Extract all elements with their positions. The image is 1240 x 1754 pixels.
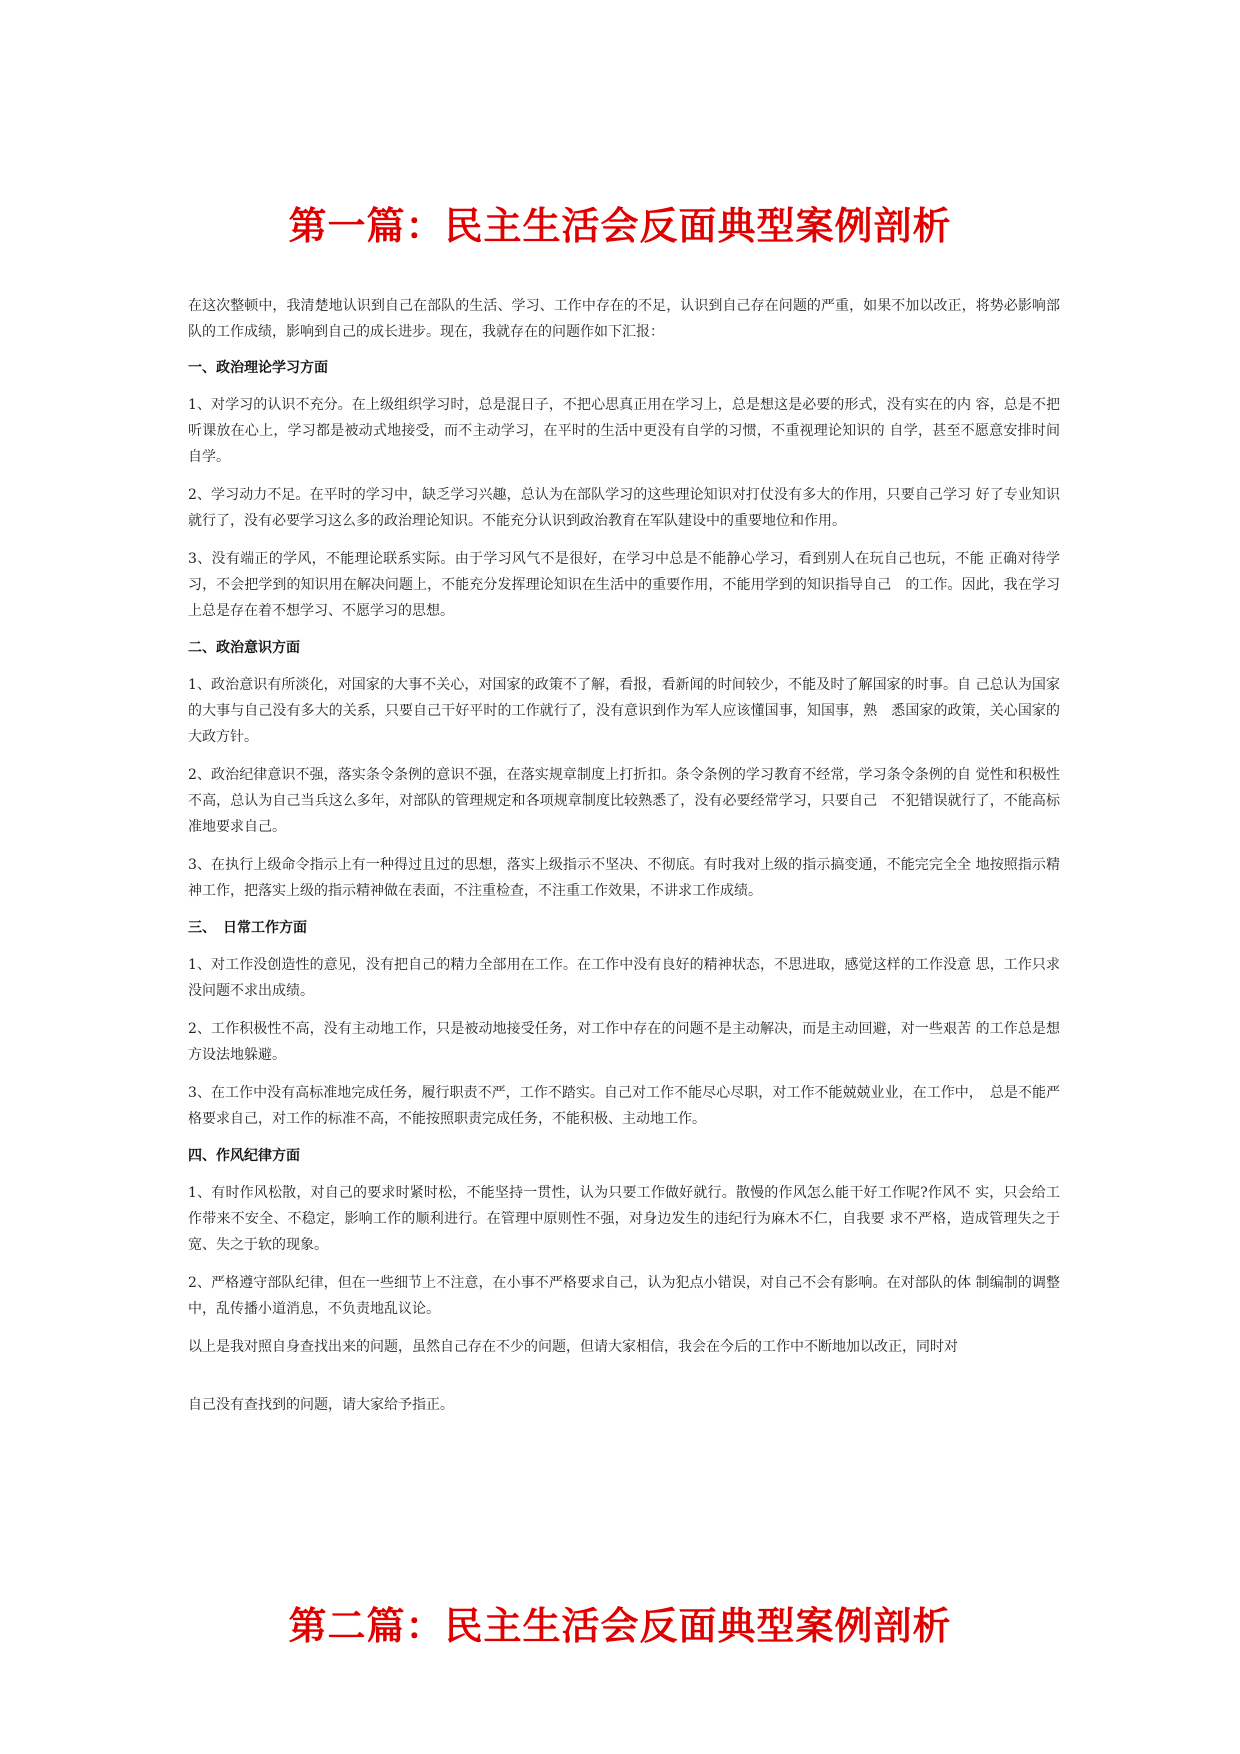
- list-item: 1、对工作没创造性的意见，没有把自己的精力全部用在工作。在工作中没有良好的精神状态，不思进取，感觉这样的工作没意 思，工作只求没问题不求出成绩。: [188, 957, 1060, 999]
- section-daily-work: [188, 916, 1060, 1132]
- list-item: 3、在执行上级命令指示上有一种得过且过的思想，落实上级指示不坚决、不彻底。有时我对上级的指示搞变通，不能完完全全 地按照指示精神工作，把落实上级的指示精神做在表面，不注重检查，不注重工作效果，不讲求工作成绩。: [188, 857, 1060, 899]
- section-heading: 一、政治理论学习方面: [188, 360, 328, 376]
- document-body: [188, 293, 1060, 1418]
- list-item: 2、严格遵守部队纪律，但在一些细节上不注意，在小事不严格要求自己，认为犯点小错误，对自己不会有影响。在对部队的体 制编制的调整中，乱传播小道消息，不负责地乱议论。: [188, 1275, 1060, 1317]
- list-item: 1、有时作风松散，对自己的要求时紧时松，不能坚持一贯性，认为只要工作做好就行。散慢的作风怎么能干好工作呢?作风不 实，只会给工作带来不安全、不稳定，影响工作的顺利进行。在管理中原则性不强，对身边发生的违纪行为麻木不仁，自我要 求不严格，造成管理失之于宽、失之于软的现象。: [188, 1185, 1060, 1253]
- section-heading: 三、 日常工作方面: [188, 920, 307, 936]
- document-title-2: 第二篇：民主生活会反面典型案例剖析: [288, 1603, 952, 1649]
- list-item: 1、政治意识有所淡化，对国家的大事不关心，对国家的政策不了解，看报，看新闻的时间较少，不能及时了解国家的时事。自 己总认为国家的大事与自己没有多大的关系，只要自己干好平时的工作就行了，没有意识到作为军人应该懂国事，知国事，熟 悉国家的政策，关心国家的大政方针。: [188, 677, 1060, 745]
- intro-paragraph: 在这次整顿中，我清楚地认识到自己在部队的生活、学习、工作中存在的不足，认识到自己存在问题的严重，如果不加以改正，将势必影响部队的工作成绩，影响到自己的成长进步。现在，我就存在的问题作如下汇报：: [188, 298, 1060, 340]
- section-heading: 二、政治意识方面: [188, 640, 300, 656]
- list-item: 3、没有端正的学风，不能理论联系实际。由于学习风气不是很好，在学习中总是不能静心学习，看到别人在玩自己也玩，不能 正确对待学习，不会把学到的知识用在解决问题上，不能充分发挥理论知识在生活中的重要作用，不能用学到的知识指导自己 的工作。因此，我在学习上总是存在着不想学习、不愿学习的思想。: [188, 551, 1060, 619]
- section-political-theory: [188, 356, 1060, 624]
- document-title-1: 第一篇：民主生活会反面典型案例剖析: [288, 203, 952, 249]
- list-item: 2、工作积极性不高，没有主动地工作，只是被动地接受任务，对工作中存在的问题不是主动解决，而是主动回避，对一些艰苦 的工作总是想方设法地躲避。: [188, 1021, 1060, 1063]
- list-item: 2、政治纪律意识不强，落实条令条例的意识不强，在落实规章制度上打折扣。条令条例的学习教育不经常，学习条令条例的自 觉性和积极性不高，总认为自己当兵这么多年，对部队的管理规定和各项规章制度比较熟悉了，没有必要经常学习，只要自己 不犯错误就行了，不能高标准地要求自己。: [188, 767, 1060, 835]
- section-work-style-discipline: [188, 1144, 1060, 1322]
- list-item: 1、对学习的认识不充分。在上级组织学习时，总是混日子，不把心思真正用在学习上，总是想这是必要的形式，没有实在的内 容，总是不把听课放在心上，学习都是被动式地接受，而不主动学习，在平时的生活中更没有自学的习惯，不重视理论知识的 自学，甚至不愿意安排时间自学。: [188, 397, 1060, 465]
- list-item: 2、学习动力不足。在平时的学习中，缺乏学习兴趣，总认为在部队学习的这些理论知识对打仗没有多大的作用，只要自己学习 好了专业知识就行了，没有必要学习这么多的政治理论知识。不能充分认识到政治教育在军队建设中的重要地位和作用。: [188, 487, 1060, 529]
- list-item: 3、在工作中没有高标准地完成任务，履行职责不严，工作不踏实。自己对工作不能尽心尽职，对工作不能兢兢业业，在工作中， 总是不能严格要求自己，对工作的标准不高，不能按照职责完成任务，不能积极、主动地工作。: [188, 1085, 1060, 1127]
- closing-paragraph: 以上是我对照自身查找出来的问题，虽然自己存在不少的问题，但请大家相信，我会在今后的工作中不断地加以改正，同时对: [188, 1339, 958, 1355]
- section-heading: 四、作风纪律方面: [188, 1148, 300, 1164]
- section-political-awareness: [188, 636, 1060, 904]
- closing-paragraph-continued: 自己没有查找到的问题，请大家给予指正。: [188, 1397, 454, 1413]
